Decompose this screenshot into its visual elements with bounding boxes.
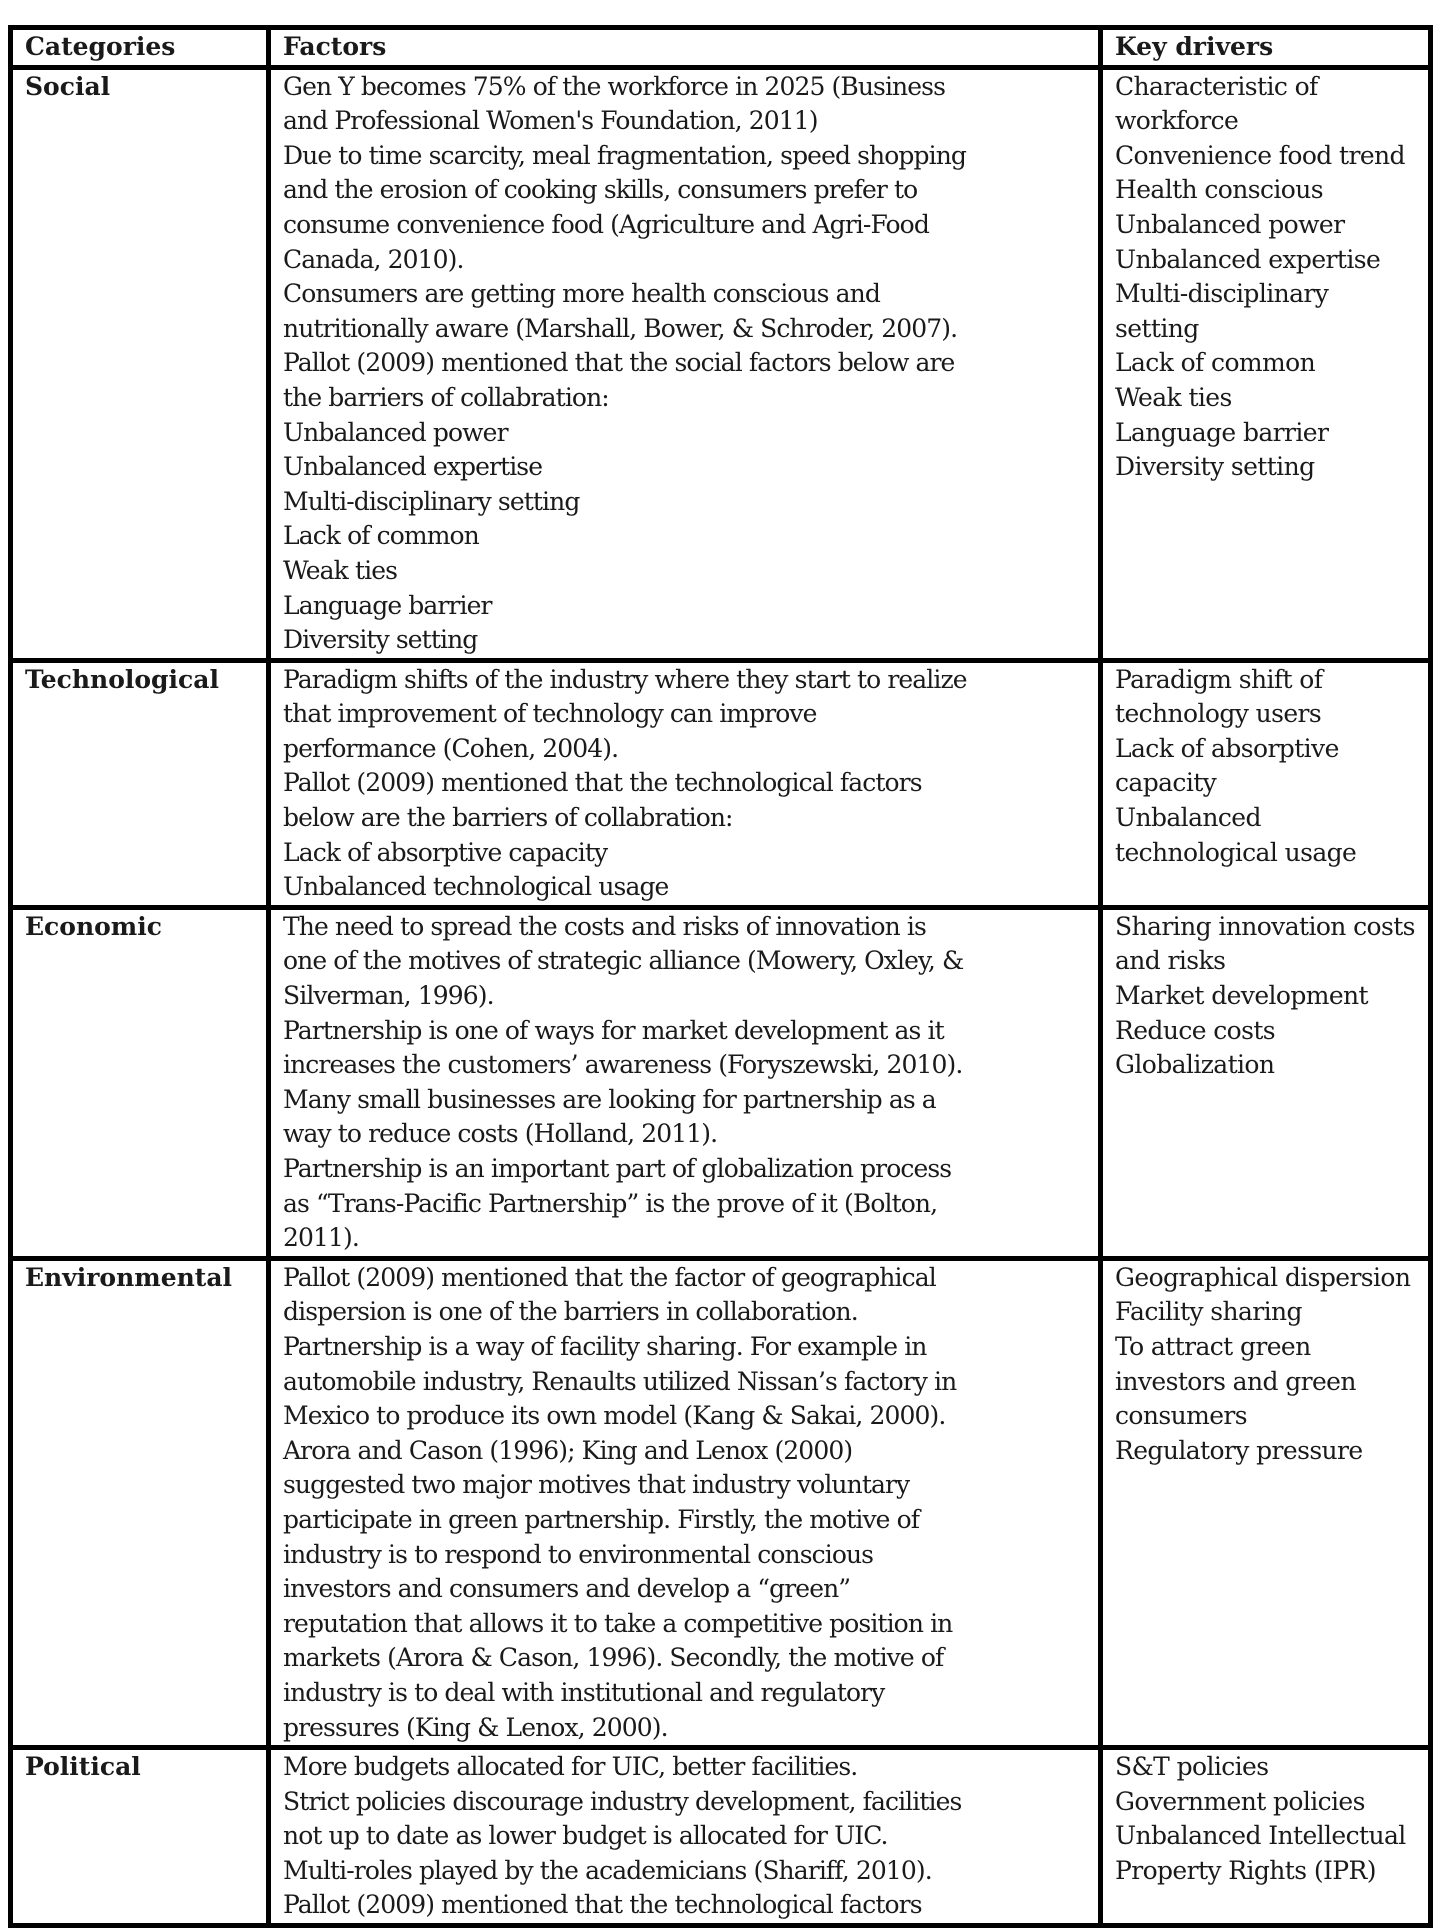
factor-line: More budgets allocated for UIC, better facilities. — [283, 1752, 858, 1782]
factor-line: Consumers are getting more health conscious and — [283, 279, 880, 309]
table-row — [11, 1258, 1431, 1747]
key-drivers-cell — [1101, 1258, 1431, 1747]
category-cell: Economic — [11, 907, 269, 1258]
factor-line: Unbalanced expertise — [283, 452, 543, 482]
factor-line: Many small businesses are looking for partnership as a — [283, 1084, 936, 1114]
factor-line: Pallot (2009) mentioned that the technological factors — [283, 768, 922, 798]
factor-line: below are the barriers of collabration: — [283, 803, 733, 833]
key-driver-item: Government policies — [1115, 1786, 1365, 1816]
factor-line: The need to spread the costs and risks of innovation is — [283, 911, 926, 941]
factor-line: Canada, 2010). — [283, 244, 464, 274]
factor-line: Gen Y becomes 75% of the workforce in 2025 (Business — [283, 71, 946, 101]
key-driver-item: Convenience food trend — [1115, 140, 1405, 170]
factor-line: and the erosion of cooking skills, consumers prefer to — [283, 175, 918, 205]
key-driver-item: Diversity setting — [1115, 452, 1315, 482]
factor-line: nutritionally aware (Marshall, Bower, & Schroder, 2007). — [283, 313, 958, 343]
key-driver-item: Globalization — [1115, 1050, 1275, 1080]
factor-line: Silverman, 1996). — [283, 981, 494, 1011]
key-driver-item: Weak ties — [1115, 382, 1232, 412]
factor-line: the barriers of collabration: — [283, 382, 609, 412]
category-cell: Social — [11, 67, 269, 660]
factor-line: one of the motives of strategic alliance (Mowery, Oxley, & — [283, 946, 964, 976]
key-drivers-cell — [1101, 907, 1431, 1258]
factor-line: Diversity setting — [283, 625, 478, 655]
header-row — [11, 28, 1431, 68]
table-row — [11, 907, 1431, 1258]
factor-line: Mexico to produce its own model (Kang & Sakai, 2000). — [283, 1401, 946, 1431]
factor-line: participate in green partnership. Firstly, the motive of — [283, 1504, 920, 1534]
factor-line: Unbalanced power — [283, 417, 508, 447]
factor-line: industry is to deal with institutional and regulatory — [283, 1677, 885, 1707]
factor-line: Partnership is one of ways for market development as it — [283, 1015, 944, 1045]
factor-line: and Professional Women's Foundation, 2011) — [283, 106, 818, 136]
key-driver-item: Lack of common — [1115, 348, 1316, 378]
key-driver-item: Facility sharing — [1115, 1297, 1302, 1327]
factor-line: Paradigm shifts of the industry where they start to realize — [283, 664, 967, 694]
factor-line: industry is to respond to environmental conscious — [283, 1539, 874, 1569]
factor-line: Pallot (2009) mentioned that the factor of geographical — [283, 1262, 936, 1292]
key-driver-item: Sharing innovation costs and risks — [1115, 911, 1415, 976]
key-drivers-cell — [1101, 660, 1431, 907]
key-driver-item: Unbalanced Intellectual Property Rights (IPR) — [1115, 1821, 1406, 1885]
factor-line: Weak ties — [283, 555, 398, 585]
factor-line: Pallot (2009) mentioned that the social factors below are — [283, 348, 955, 378]
factors-cell — [269, 660, 1101, 907]
factor-line: Due to time scarcity, meal fragmentation, speed shopping — [283, 140, 967, 170]
category-cell: Environmental — [11, 1258, 269, 1747]
factor-line: Lack of common — [283, 521, 479, 551]
factor-line: Lack of absorptive capacity — [283, 837, 608, 867]
key-driver-item: Lack of absorptive capacity — [1115, 733, 1339, 798]
key-driver-item: Multi-disciplinary setting — [1115, 279, 1329, 343]
factor-line: reputation that allows it to take a competitive position in — [283, 1608, 953, 1638]
factor-line: Arora and Cason (1996); King and Lenox (2000) — [283, 1435, 853, 1465]
factor-line: 2011). — [283, 1223, 359, 1253]
header-categories: Categories — [11, 28, 269, 68]
key-driver-item: Unbalanced technological usage — [1115, 803, 1357, 867]
factor-line: dispersion is one of the barriers in collaboration. — [283, 1297, 858, 1327]
key-driver-item: To attract green investors and green consumers — [1115, 1331, 1356, 1431]
factor-line: pressures (King & Lenox, 2000). — [283, 1712, 668, 1742]
factor-line: Multi-roles played by the academicians (Shariff, 2010). — [283, 1855, 932, 1885]
factor-line: that improvement of technology can improve — [283, 699, 817, 729]
key-driver-item: Characteristic of workforce — [1115, 71, 1318, 136]
factor-line: Multi-disciplinary setting — [283, 486, 580, 516]
factor-line: Unbalanced technological usage — [283, 872, 669, 902]
factor-line: Strict policies discourage industry development, facilities — [283, 1786, 962, 1816]
key-driver-item: Regulatory pressure — [1115, 1435, 1363, 1465]
key-driver-item: Market development — [1115, 981, 1369, 1011]
factor-line: Language barrier — [283, 590, 492, 620]
factor-line: consume convenience food (Agriculture and Agri-Food — [283, 209, 929, 239]
key-driver-item: Health conscious — [1115, 175, 1323, 205]
header-key-drivers: Key drivers — [1101, 28, 1431, 68]
factor-line: suggested two major motives that industry voluntary — [283, 1470, 910, 1500]
category-cell: Technological — [11, 660, 269, 907]
table-row — [11, 660, 1431, 907]
key-driver-item: Unbalanced expertise — [1115, 244, 1381, 274]
header-factors: Factors — [269, 28, 1101, 68]
category-cell: Political — [11, 1748, 269, 1926]
key-drivers-cell — [1101, 1748, 1431, 1926]
table-row — [11, 1748, 1431, 1926]
factors-cell — [269, 1258, 1101, 1747]
key-driver-item: Language barrier — [1115, 417, 1329, 447]
key-driver-item: Geographical dispersion — [1115, 1262, 1411, 1292]
factor-line: increases the customers’ awareness (Foryszewski, 2010). — [283, 1050, 963, 1080]
factor-line: automobile industry, Renaults utilized Nissan’s factory in — [283, 1366, 957, 1396]
factors-cell — [269, 67, 1101, 660]
pest-analysis-table — [8, 25, 1433, 1928]
factor-line: as “Trans-Pacific Partnership” is the prove of it (Bolton, — [283, 1188, 938, 1218]
factor-line: markets (Arora & Cason, 1996). Secondly, the motive of — [283, 1643, 944, 1673]
table-row — [11, 67, 1431, 660]
key-driver-item: S&T policies — [1115, 1752, 1269, 1782]
factor-line: Pallot (2009) mentioned that the technological factors — [283, 1890, 922, 1920]
factor-line: way to reduce costs (Holland, 2011). — [283, 1119, 718, 1149]
factor-line: not up to date as lower budget is allocated for UIC. — [283, 1821, 888, 1851]
key-driver-item: Reduce costs — [1115, 1015, 1276, 1045]
factors-cell — [269, 907, 1101, 1258]
factor-line: performance (Cohen, 2004). — [283, 733, 619, 763]
key-drivers-cell — [1101, 67, 1431, 660]
factors-cell — [269, 1748, 1101, 1926]
factor-line: Partnership is a way of facility sharing. For example in — [283, 1331, 927, 1361]
key-driver-item: Unbalanced power — [1115, 209, 1345, 239]
factor-line: investors and consumers and develop a “green” — [283, 1574, 851, 1604]
key-driver-item: Paradigm shift of technology users — [1115, 664, 1323, 729]
factor-line: Partnership is an important part of globalization process — [283, 1154, 952, 1183]
